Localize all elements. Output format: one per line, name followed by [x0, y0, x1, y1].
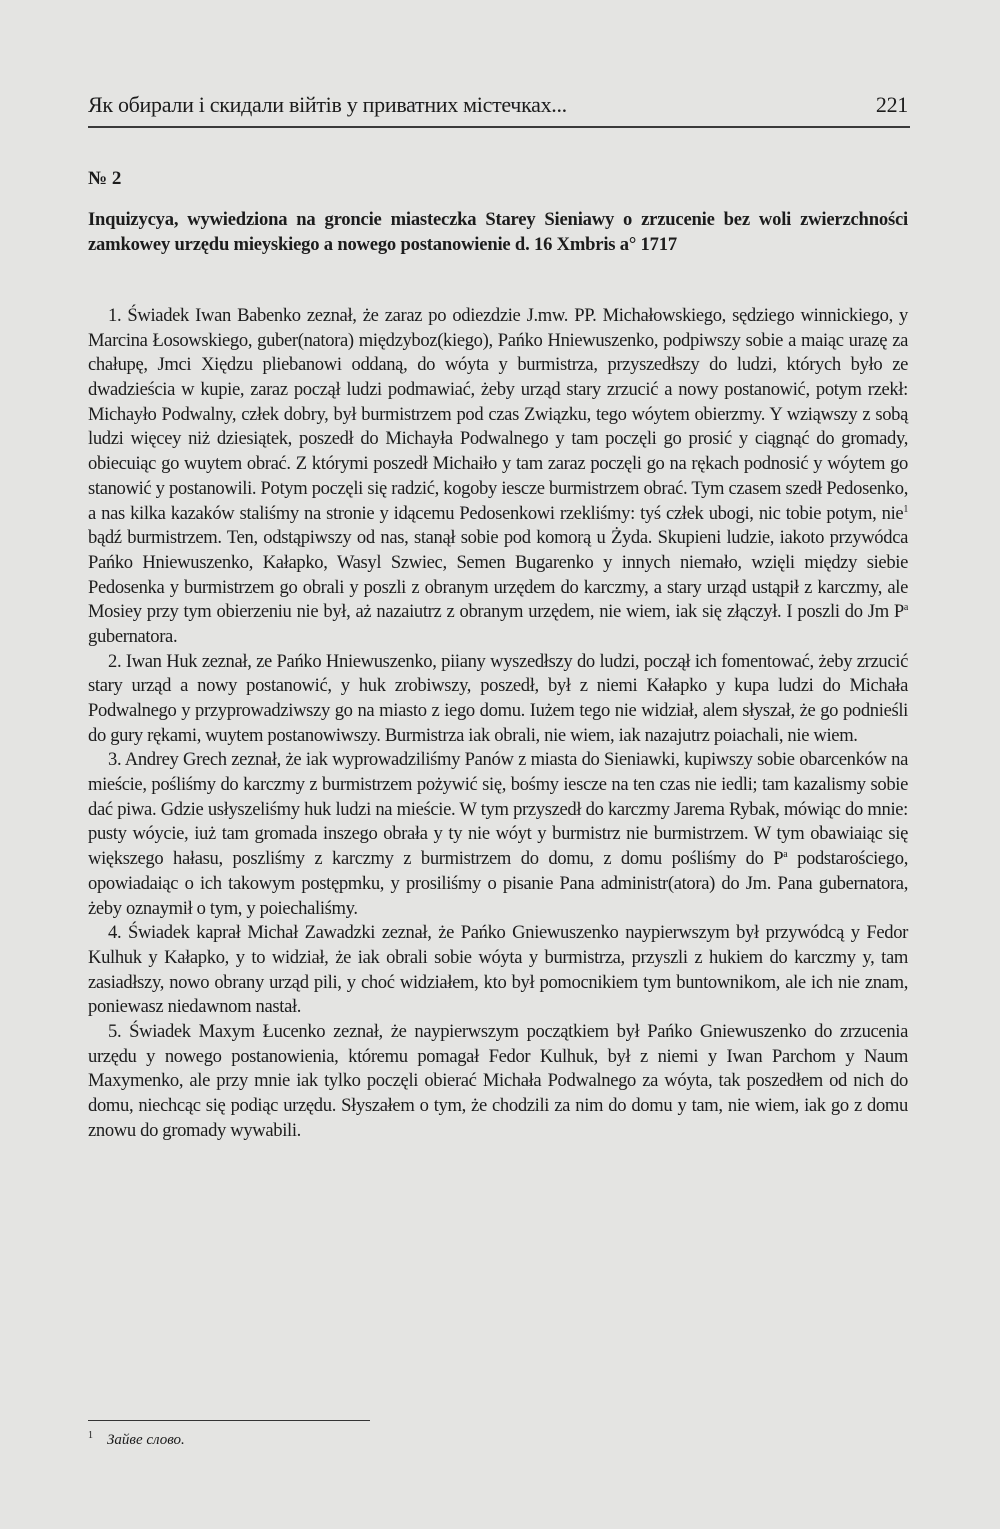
document-body: [88, 304, 908, 1143]
footnote-text: Зайве слово.: [107, 1432, 185, 1448]
header-rule: [88, 126, 910, 128]
paragraph-5: 5. Świadek Maxym Łucenko zeznał, że naypierwszym początkiem był Pańko Gniewuszenko do zrzucenia urzędu y nowego postanowienia, któremu pomagał Fedor Kulhuk, był z niemi y Iwan Parchom y Naum Maxymenko, ale przy mnie iak tylko poczęli obierać Michała Podwalnego za wóyta, tak poszedłem od nich do domu, niechcąc się podiąc urzędu. Słyszałem o tym, że chodzili za nim do domu y tam, nie wiem, iak go z domu znowu do gromady wywabili.: [88, 1020, 908, 1141]
paragraph-3: [88, 748, 908, 921]
footnote-rule: [88, 1420, 370, 1421]
text: 1. Świadek Iwan Babenko zeznał, że zaraz po odiezdzie J.mw. PP. Michałowskiego, sędziego winnickiego, y Marcina Łosowskiego, guber(natora) międzyboz(kiego), Pańko Hniewuszenko, podpiwszy sobie a maiąc urazę za chałupę, Jmci Xiędzu pliebanowi oddaną, do wóyta y burmistrza, przyszedłszy do ludzi, których było ze dwadzieścia w kupie, zaraz począł ludzi podmawiać, żeby urząd stary zrzucić a nowy postanowić, potym rzekł: Michayło Podwalny, człek dobry, był burmistrzem pod czas Związku, tego wóytem obierzmy. Y wziąwszy z sobą ludzi więcey niż dziesiątek, poszedł do Michayła Podwalnego y tam poczęli go prosić y ciągnąć do gromady, obiecuiąc go wuytem obrać. Z którymi poszedł Michaiło y tam zaraz poczęli go na rękach podnosić y wóytem go stanowić y postanowili. Potym poczęli się radzić, kogoby iescze burmistrzem obrać. Tym czasem szedł Pedosenko, a nas kilka kazaków staliśmy na stronie y idącemu Pedosenkowi rzekliśmy: tyś człek ubogi, nic tobie potym, nie: [88, 305, 908, 524]
superscript: a: [903, 602, 908, 614]
running-title: Як обирали і скидали війтів у приватних містечках...: [88, 92, 567, 117]
text: podstarościego, opowiadaiąc o ich takowym postępmku, y prosiliśmy o pisanie Pana administr(atora) do Jm. Pana gubernatora, żeby oznaymił o tym, y poiechaliśmy.: [88, 848, 909, 919]
document-number: № 2: [88, 168, 122, 189]
paragraph-2: 2. Iwan Huk zeznał, ze Pańko Hniewuszenko, piiany wyszedłszy do ludzi, począł ich fomentować, żeby zrzucić stary urząd a nowy postanowić, y huk zrobiwszy, poszedł, był z niemi Kałapko y kupa ludzi do Michała Podwalnego y przyprowadziwszy go na miasto z iego domu. Iużem tego nie widział, alem słyszał, że go podnieśli do gury rękami, wuytem postanowiwszy. Burmistrza iak obrali, nie wiem, iak nazajutrz poiachali, nie wiem.: [88, 650, 908, 746]
paragraph-1: [88, 304, 908, 650]
superscript: a: [783, 848, 788, 860]
running-header: [88, 92, 908, 118]
paragraph-4: 4. Świadek kaprał Michał Zawadzki zeznał, że Pańko Gniewuszenko naypierwszym był przywódcą y Fedor Kulhuk y Kałapko, y to widział, że iak obrali sobie wóyta y burmistrza, przyszli z hukiem do karczmy y, tam zasiadłszy, nowo obrany urząd pili, y choć widziałem, kto był pomocnikiem tym buntownikom, ale ich nie znam, poniewasz niedawnom nastał.: [88, 922, 908, 1018]
footnote: [88, 1432, 185, 1449]
text: bądź burmistrzem. Ten, odstąpiwszy od nas, stanął sobie pod komorą u Żyda. Skupieni ludzie, iakoto przywódca Pańko Hniewuszenko, Kałapko, Wasyl Szwiec, Semen Bugarenko y innych niemało, wzięli między siebie Pedosenka y burmistrzem go obrali y poszli z obranym urzędem do karczmy, a stary urząd ustąpił z karczmy, ale Mosiey przy tym obierzeniu nie był, aż nazaiutrz z obranym urzędem, nie wiem, iak się złączył. I poszli do Jm P: [88, 527, 908, 623]
page-number: 221: [875, 92, 908, 117]
document-title: Inquizycya, wywiedziona na groncie miasteczka Starey Sieniawy o zrzucenie bez woli zwierzchności zamkowey urzędu mieyskiego a nowego postanowienie d. 16 Xmbris a° 1717: [88, 209, 908, 255]
text: gubernatora.: [88, 625, 178, 647]
text: 3. Andrey Grech zeznał, że iak wyprowadziliśmy Panów z miasta do Sieniawki, kupiwszy sobie obarcenków na mieście, pośliśmy do karczmy z burmistrzem pożywić się, bośmy iescze na ten czas nie iedli; tam kazalismy sobie dać piwa. Gdzie usłyszeliśmy huk ludzi na mieście. W tym przyszedł do karczmy Jarema Rybak, mówiąc do mnie: pusty wóycie, iuż tam gromada inszego obrała y ty nie wóyt y burmistrz nie burmistrzem. W tym obawiaiąc się większego hałasu, poszliśmy z karczmy z burmistrzem do domu, z domu pośliśmy do P: [88, 749, 908, 870]
footnote-ref: 1: [903, 503, 908, 515]
footnote-mark: 1: [88, 1430, 93, 1441]
